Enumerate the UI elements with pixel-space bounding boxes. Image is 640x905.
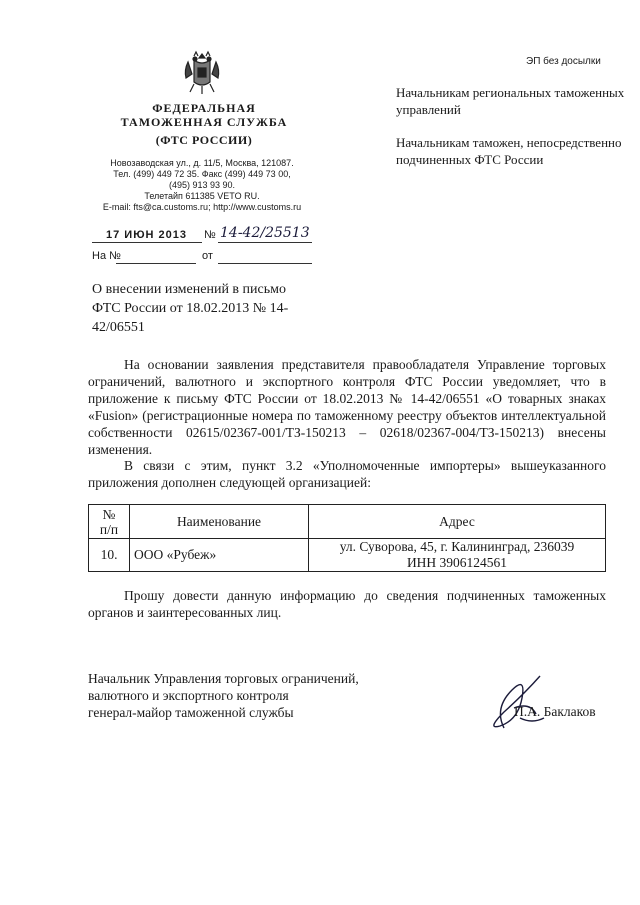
cell-name: ООО «Рубеж» [130, 539, 309, 572]
reference-underline [116, 263, 196, 264]
col-header-number-line1: № [102, 506, 116, 522]
coat-of-arms-icon [180, 48, 224, 96]
col-header-number [89, 505, 130, 539]
registration-row [92, 225, 322, 245]
col-header-address: Адрес [309, 505, 606, 539]
letter-subject: О внесении изменений в письмо ФТС России от 18.02.2013 № 14-42/06551 [92, 282, 289, 335]
cell-address [309, 539, 606, 572]
importers-table [88, 504, 606, 572]
col-header-name: Наименование [130, 505, 309, 539]
contact-teletype: Телетайп 611385 VETO RU. [144, 191, 260, 201]
contact-phone-2: (495) 913 93 90. [168, 180, 236, 190]
delivery-note: ЭП без досылки [526, 56, 601, 67]
letter-date: 17 ИЮН 2013 [106, 229, 188, 241]
reference-from-underline [218, 263, 312, 264]
sender-organization [96, 101, 312, 148]
number-label: № [204, 229, 216, 241]
body-paragraph-2: В связи с этим, пункт 3.2 «Уполномоченные импортеры» вышеуказанного приложения дополнен следующей организацией: [88, 458, 606, 490]
table-row [89, 539, 606, 572]
reference-from-label: от [202, 250, 213, 262]
reference-row [92, 250, 322, 266]
number-underline [218, 242, 312, 243]
signatory-position [88, 670, 408, 721]
addressee-customs: Начальникам таможен, непосредственно подчиненных ФТС России [396, 135, 622, 167]
table-header-row [89, 505, 606, 539]
reference-label: На № [92, 250, 121, 262]
org-name-line2: ТАМОЖЕННАЯ СЛУЖБА [120, 115, 288, 129]
org-abbreviation: (ФТС РОССИИ) [155, 133, 253, 147]
signatory-position-line3: генерал-майор таможенной службы [88, 705, 294, 720]
signatory-position-line1: Начальник Управления торговых ограничений, [88, 671, 359, 686]
org-name-line1: ФЕДЕРАЛЬНАЯ [152, 101, 256, 115]
cell-address-line2: ИНН 3906124561 [406, 555, 508, 570]
letter-number: 14-42/25513 [220, 225, 310, 241]
cell-address-line1: ул. Суворова, 45, г. Калининград, 236039 [339, 539, 575, 554]
signatory-name: П.А. Баклаков [514, 704, 596, 719]
date-underline [92, 242, 202, 243]
signatory-position-line2: валютного и экспортного контроля [88, 688, 289, 703]
sender-contacts [88, 158, 316, 213]
contact-address: Новозаводская ул., д. 11/5, Москва, 121087. [110, 158, 294, 168]
col-header-number-line2: п/п [99, 521, 119, 537]
handwritten-signature-icon [474, 668, 554, 738]
cell-number: 10. [89, 539, 130, 572]
addressee-regional: Начальникам региональных таможенных управлений [396, 85, 625, 117]
contact-phone: Тел. (499) 449 72 35. Факс (499) 449 73 00, [113, 169, 291, 179]
body-paragraph-3: Прошу довести данную информацию до сведения подчиненных таможенных органов и заинтересованных лиц. [88, 588, 606, 620]
body-paragraph-1: На основании заявления представителя правообладателя Управление торговых ограничений, валютного и экспортного контроля ФТС России уведомляет, что в приложение к письму ФТС России от 18.02.2013 № 14-42/06551 «О товарных знаках «Fusion» (регистрационные номера по таможенному реестру объектов интеллектуальной собственности 02615/02367-001/ТЗ-150213 – 02618/02367-004/ТЗ-150213) внесены изменения. [88, 357, 606, 457]
contact-email: E-mail: fts@ca.customs.ru; http://www.customs.ru [102, 202, 302, 212]
